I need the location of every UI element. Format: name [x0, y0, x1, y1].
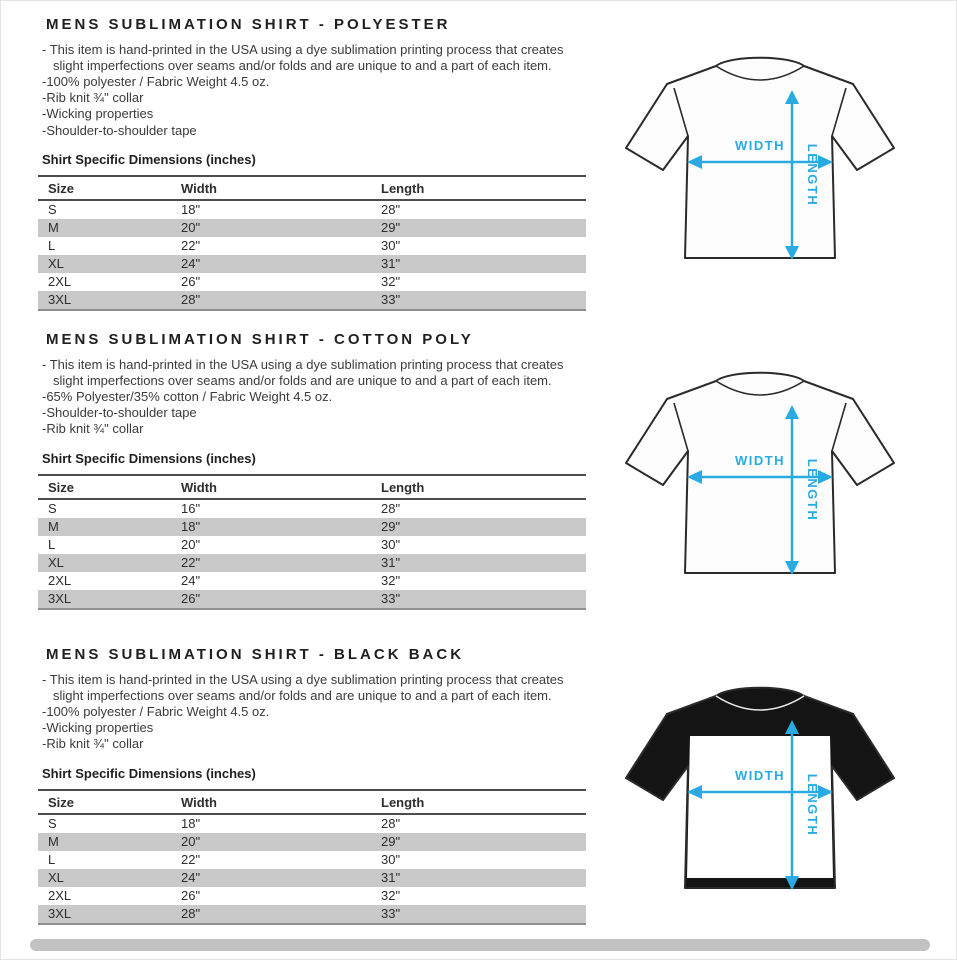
- table-row: [38, 905, 586, 924]
- table-row: [38, 200, 586, 219]
- col-header-length: Length: [381, 180, 425, 196]
- table-row: [38, 887, 586, 905]
- col-header-size: Size: [48, 479, 75, 495]
- col-header-width: Width: [181, 180, 217, 196]
- cell-size: 3XL: [48, 291, 72, 307]
- table-row: [38, 572, 586, 590]
- cell-size: 3XL: [48, 905, 72, 921]
- cell-width: 28": [181, 905, 201, 921]
- cell-size: XL: [48, 554, 64, 570]
- col-header-size: Size: [48, 794, 75, 810]
- cell-width: 22": [181, 237, 201, 253]
- cell-length: 32": [381, 887, 401, 903]
- dimensions-table: [38, 474, 586, 610]
- cell-length: 30": [381, 536, 401, 552]
- cell-length: 31": [381, 255, 401, 271]
- table-row: [38, 833, 586, 851]
- cell-width: 24": [181, 572, 201, 588]
- cell-size: S: [48, 815, 57, 831]
- cell-length: 28": [381, 201, 401, 217]
- cell-length: 29": [381, 833, 401, 849]
- cell-length: 32": [381, 572, 401, 588]
- cell-length: 33": [381, 905, 401, 921]
- col-header-size: Size: [48, 180, 75, 196]
- section-text-column: [30, 325, 610, 640]
- bullet-item: -Wicking properties: [42, 720, 154, 736]
- cell-size: L: [48, 851, 56, 867]
- cell-size: 2XL: [48, 887, 72, 903]
- table-row: [38, 869, 586, 887]
- table-header-row: [38, 475, 586, 499]
- cell-width: 24": [181, 869, 201, 885]
- cell-length: 28": [381, 815, 401, 831]
- cell-size: M: [48, 518, 59, 534]
- cell-width: 20": [181, 536, 201, 552]
- bullet-item: -100% polyester / Fabric Weight 4.5 oz.: [42, 74, 270, 90]
- width-label: WIDTH: [734, 138, 786, 153]
- cell-size: 2XL: [48, 273, 72, 289]
- section-title: MENS SUBLIMATION SHIRT - BLACK BACK: [46, 646, 465, 663]
- bullet-item: -Rib knit ¾" collar: [42, 421, 144, 437]
- section-text-column: [30, 640, 610, 955]
- tshirt-outline-icon: [626, 373, 894, 573]
- cell-length: 31": [381, 554, 401, 570]
- tshirt-diagram: [610, 640, 925, 955]
- tshirt-illustration: [610, 40, 910, 280]
- bullet-list: [42, 672, 577, 753]
- table-row: [38, 291, 586, 310]
- bullet-item: - This item is hand-printed in the USA using a dye sublimation printing process that creates slight imperfections over seams and/or folds and are unique to and a part of each item.: [42, 357, 564, 389]
- cell-size: 3XL: [48, 590, 72, 606]
- col-header-length: Length: [381, 479, 425, 495]
- size-chart-document: [30, 10, 925, 955]
- table-row: [38, 851, 586, 869]
- bullet-item: -Shoulder-to-shoulder tape: [42, 122, 197, 138]
- length-label: LENGTH: [805, 143, 820, 207]
- length-label: LENGTH: [805, 458, 820, 522]
- section-title: MENS SUBLIMATION SHIRT - POLYESTER: [46, 16, 451, 33]
- width-label: WIDTH: [734, 768, 786, 783]
- cell-size: L: [48, 536, 56, 552]
- cell-size: M: [48, 219, 59, 235]
- cell-width: 28": [181, 291, 201, 307]
- col-header-width: Width: [181, 479, 217, 495]
- bullet-item: -100% polyester / Fabric Weight 4.5 oz.: [42, 704, 270, 720]
- table-row: [38, 554, 586, 572]
- bullet-item: - This item is hand-printed in the USA using a dye sublimation printing process that creates slight imperfections over seams and/or folds and are unique to and a part of each item.: [42, 672, 564, 704]
- cell-size: S: [48, 500, 57, 516]
- cell-width: 20": [181, 833, 201, 849]
- tshirt-diagram: [610, 10, 925, 325]
- table-row: [38, 273, 586, 291]
- table-row: [38, 499, 586, 518]
- cell-size: XL: [48, 869, 64, 885]
- bullet-item: -Rib knit ¾" collar: [42, 90, 144, 106]
- cell-width: 26": [181, 887, 201, 903]
- horizontal-scrollbar[interactable]: [30, 939, 930, 951]
- table-row: [38, 590, 586, 609]
- cell-width: 18": [181, 518, 201, 534]
- cell-width: 18": [181, 815, 201, 831]
- table-title: Shirt Specific Dimensions (inches): [42, 151, 256, 167]
- cell-size: L: [48, 237, 56, 253]
- tshirt-illustration: [610, 355, 910, 595]
- bullet-item: -65% Polyester/35% cotton / Fabric Weight 4.5 oz.: [42, 389, 333, 405]
- length-label: LENGTH: [805, 773, 820, 837]
- table-header-row: [38, 790, 586, 814]
- cell-length: 32": [381, 273, 401, 289]
- col-header-length: Length: [381, 794, 425, 810]
- bullet-list: [42, 42, 577, 139]
- cell-size: M: [48, 833, 59, 849]
- cell-length: 30": [381, 237, 401, 253]
- bullet-item: -Shoulder-to-shoulder tape: [42, 405, 197, 421]
- cell-length: 28": [381, 500, 401, 516]
- section-text-column: [30, 10, 610, 325]
- bullet-item: -Rib knit ¾" collar: [42, 736, 144, 752]
- table-header-row: [38, 176, 586, 200]
- table-row: [38, 255, 586, 273]
- table-row: [38, 536, 586, 554]
- cell-length: 31": [381, 869, 401, 885]
- dimensions-table: [38, 175, 586, 311]
- cell-length: 29": [381, 219, 401, 235]
- dimensions-table: [38, 789, 586, 925]
- section-title: MENS SUBLIMATION SHIRT - COTTON POLY: [46, 331, 474, 348]
- cell-width: 26": [181, 590, 201, 606]
- cell-width: 20": [181, 219, 201, 235]
- cell-width: 26": [181, 273, 201, 289]
- width-label: WIDTH: [734, 453, 786, 468]
- cell-width: 18": [181, 201, 201, 217]
- section-black-back: [30, 640, 925, 955]
- cell-length: 33": [381, 291, 401, 307]
- table-title: Shirt Specific Dimensions (inches): [42, 450, 256, 466]
- table-row: [38, 814, 586, 833]
- col-header-width: Width: [181, 794, 217, 810]
- bullet-item: -Wicking properties: [42, 106, 154, 122]
- cell-length: 30": [381, 851, 401, 867]
- cell-width: 22": [181, 851, 201, 867]
- tshirt-outline-icon: [626, 58, 894, 258]
- bullet-item: - This item is hand-printed in the USA using a dye sublimation printing process that creates slight imperfections over seams and/or folds and are unique to and a part of each item.: [42, 42, 564, 74]
- table-row: [38, 518, 586, 536]
- bullet-list: [42, 357, 577, 438]
- cell-length: 33": [381, 590, 401, 606]
- cell-size: 2XL: [48, 572, 72, 588]
- tshirt-diagram: [610, 325, 925, 640]
- section-cotton-poly: [30, 325, 925, 640]
- cell-size: XL: [48, 255, 64, 271]
- tshirt-illustration-black-back: [610, 670, 910, 910]
- table-row: [38, 219, 586, 237]
- cell-width: 22": [181, 554, 201, 570]
- table-title: Shirt Specific Dimensions (inches): [42, 765, 256, 781]
- table-row: [38, 237, 586, 255]
- cell-size: S: [48, 201, 57, 217]
- cell-width: 24": [181, 255, 201, 271]
- cell-length: 29": [381, 518, 401, 534]
- section-polyester: [30, 10, 925, 325]
- cell-width: 16": [181, 500, 201, 516]
